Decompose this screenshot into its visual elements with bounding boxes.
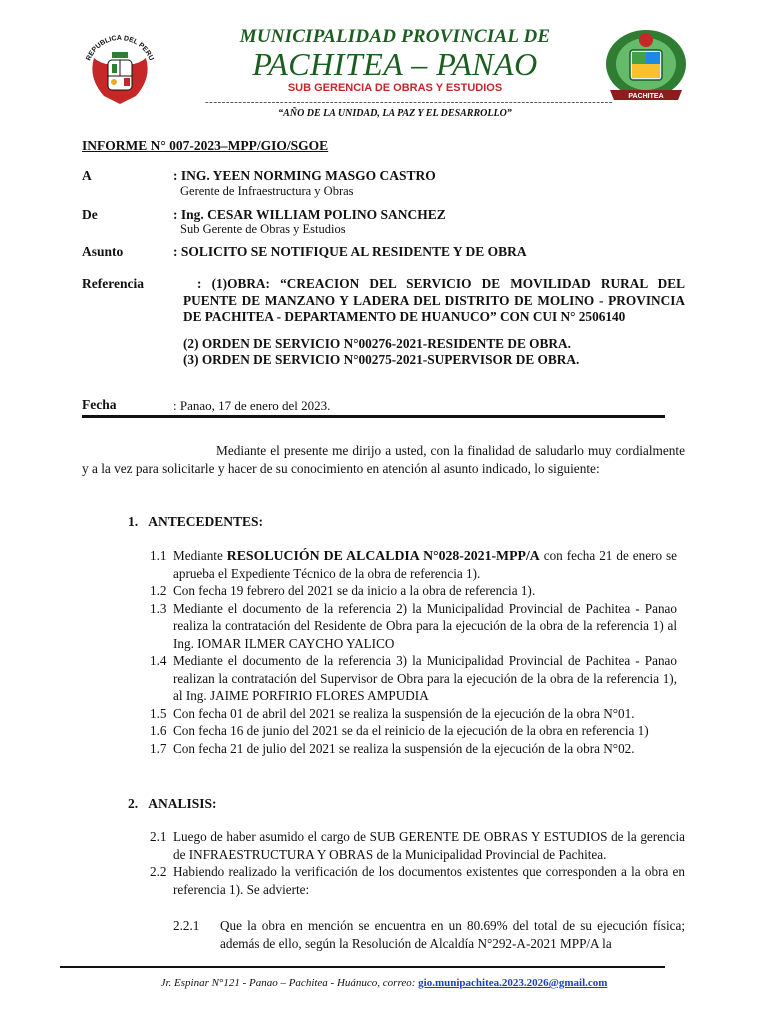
date-value: : Panao, 17 de enero del 2023. — [173, 398, 331, 413]
item-text: con fecha 21 de enero se aprueba el Expediente Técnico de la obra de referencia 1). — [173, 548, 677, 581]
item-text: Con fecha 16 de junio del 2021 se da el reinicio de la ejecución de la obra en referencia 1) — [173, 723, 649, 738]
to-name: : ING. YEEN NORMING MASGO CASTRO — [173, 168, 436, 183]
analisis-subitem — [173, 917, 685, 952]
header-divider — [82, 415, 665, 418]
item-text: Con fecha 21 de julio del 2021 se realiza la suspensión de la ejecución de la obra N°02. — [173, 740, 635, 756]
list-item — [150, 705, 677, 723]
list-item — [150, 863, 685, 898]
list-item — [150, 828, 685, 863]
item-number: 1.7 — [150, 740, 167, 756]
municipality-name: MUNICIPALIDAD PROVINCIAL DE — [239, 26, 551, 47]
svg-text:PACHITEA: PACHITEA — [628, 93, 664, 100]
to-label: A — [82, 168, 92, 183]
item-text: Mediante el documento de la referencia 2) la Municipalidad Provincial de Pachitea - Panao realiza la contratación del Residente de Obra para la ejecución de la obra de la referencia 1) al Ing. IOMAR ILMER CAYCHO YALICO — [173, 600, 677, 651]
footer-address: Jr. Espinar N°121 - Panao – Pachitea - Huánuco, correo: — [160, 977, 419, 989]
item-text: Habiendo realizado la verificación de los documentos existentes que corresponden a la obra en referencia 1). Se advierte: — [173, 864, 685, 897]
item-text: Con fecha 19 febrero del 2021 se da inicio a la obra de referencia 1). — [173, 583, 536, 598]
item-text: Mediante el documento de la referencia 3) la Municipalidad Provincial de Pachitea - Panao realizan la contratación del Supervisor de Obra para la ejecución de la obra de la referencia 1), al Ing. JAIME PORFIRIO FLORES AMPUDIA — [173, 653, 677, 703]
subject-text: : SOLICITO SE NOTIFIQUE AL RESIDENTE Y DE OBRA — [173, 244, 527, 259]
intro-paragraph: Mediante el presente me dirijo a usted, con la finalidad de saludarlo muy cordialmente y a la vez para solicitarle y hacer de su conocimiento en atención al asunto indicado, lo siguiente: — [82, 443, 685, 476]
item-number: 1.1 — [150, 548, 167, 563]
list-item — [150, 600, 677, 653]
item-number: 1.3 — [150, 600, 167, 616]
footer-email-link[interactable]: gio.munipachitea.2023.2026@gmail.com — [418, 977, 608, 989]
subitem-number: 2.2.1 — [173, 918, 200, 933]
section-antecedentes-heading: 1. ANTECEDENTES: — [128, 514, 264, 529]
subgerencia-name: SUB GERENCIA DE OBRAS Y ESTUDIOS — [287, 82, 503, 94]
list-item — [150, 722, 677, 740]
analisis-list — [150, 828, 685, 898]
list-item — [150, 652, 677, 705]
item-number: 1.4 — [150, 653, 167, 668]
city-name: PACHITEA – PANAO — [252, 46, 538, 82]
to-role: Gerente de Infraestructura y Obras — [180, 184, 354, 198]
item-number: 2.2 — [150, 864, 167, 879]
item-text: Luego de haber asumido el cargo de SUB GERENTE DE OBRAS Y ESTUDIOS de la gerencia de INFRAESTRUCTURA Y OBRAS de la Municipalidad Provincial de Pachitea. — [173, 829, 685, 862]
footer-divider — [60, 966, 665, 968]
item-bold-text: RESOLUCIÓN DE ALCALDIA N°028-2021-MPP/A — [226, 548, 540, 563]
item-number: 2.1 — [150, 829, 167, 844]
year-motto: “AÑO DE LA UNIDAD, LA PAZ Y EL DESARROLLO” — [278, 108, 512, 119]
item-number: 1.2 — [150, 583, 167, 598]
list-item — [150, 547, 677, 582]
header-separator: -------------------------------------------------------------------------------------------------- — [205, 96, 613, 108]
date-label: Fecha — [82, 397, 117, 412]
report-title: INFORME N° 007-2023–MPP/GIO/SGOE — [82, 138, 329, 153]
svg-text:REPUBLICA DEL PERU: REPUBLICA DEL PERU — [85, 34, 155, 62]
from-name: : Ing. CESAR WILLIAM POLINO SANCHEZ — [173, 207, 446, 222]
item-number: 1.6 — [150, 723, 167, 738]
subitem-text: Que la obra en mención se encuentra en un 80.69% del total de su ejecución física; además de ello, según la Resolución de Alcaldía N°292-A-2021 MPP/A la — [220, 918, 685, 951]
section-analisis-heading: 2. ANALISIS: — [128, 796, 217, 811]
list-item — [150, 582, 677, 600]
antecedentes-list — [150, 547, 677, 757]
reference-1: : (1)OBRA: “CREACION DEL SERVICIO DE MOVILIDAD RURAL DEL PUENTE DE MANZANO Y LADERA DEL DISTRITO DE MOLINO - PROVINCIA DE PACHITEA - DEPARTAMENTO DE HUANUCO” CON CUI N° 2506140 — [183, 276, 685, 324]
reference-3: (3) ORDEN DE SERVICIO N°00275-2021-SUPERVISOR DE OBRA. — [183, 352, 580, 367]
peru-seal-logo — [74, 28, 166, 108]
from-role: Sub Gerente de Obras y Estudios — [180, 222, 346, 236]
item-text: Mediante — [173, 548, 227, 563]
list-item — [150, 740, 677, 758]
reference-2: (2) ORDEN DE SERVICIO N°00276-2021-RESIDENTE DE OBRA. — [183, 336, 571, 351]
item-text: Con fecha 01 de abril del 2021 se realiza la suspensión de la ejecución de la obra N°01. — [173, 705, 635, 721]
from-label: De — [82, 207, 98, 222]
subject-label: Asunto — [82, 244, 124, 259]
footer — [0, 977, 768, 989]
item-number: 1.5 — [150, 705, 167, 721]
reference-label: Referencia — [82, 276, 144, 291]
